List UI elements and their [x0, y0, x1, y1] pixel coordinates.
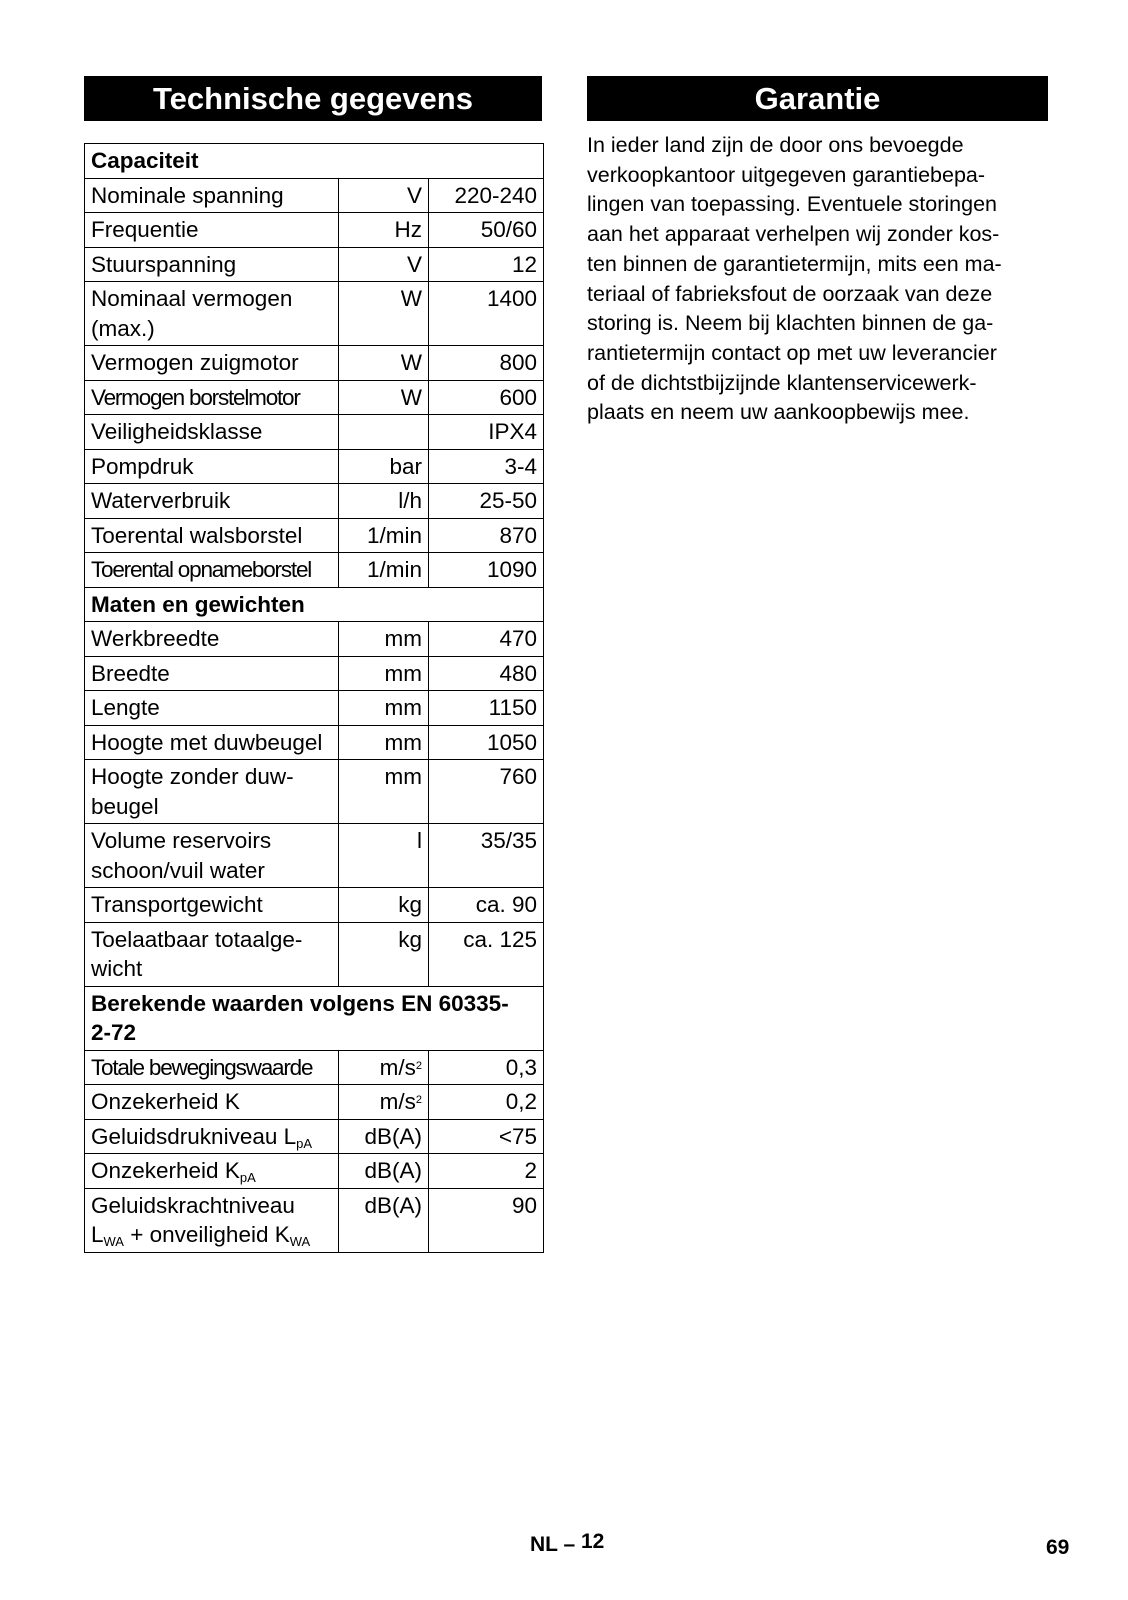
footer-dash: –	[563, 1533, 576, 1556]
row-label	[85, 922, 339, 986]
row-label	[85, 1119, 339, 1154]
row-label: Nominale spanning	[85, 178, 339, 213]
label-subscript: pA	[296, 1135, 313, 1151]
warranty-line: ten binnen de garantietermijn, mits een ma-	[587, 251, 1002, 276]
row-label: Hoogte met duwbeugel	[85, 725, 339, 760]
row-unit: W	[339, 380, 429, 415]
row-unit: mm	[339, 622, 429, 657]
row-label: Toerental walsborstel	[85, 518, 339, 553]
table-row	[85, 1085, 544, 1120]
row-value: 2	[429, 1154, 544, 1189]
table-row	[85, 247, 544, 282]
row-unit: dB(A)	[339, 1154, 429, 1189]
row-label: Onzekerheid K	[85, 1085, 339, 1120]
row-value: ca. 90	[429, 888, 544, 923]
row-unit: kg	[339, 888, 429, 923]
row-value: 3-4	[429, 449, 544, 484]
warranty-line: lingen van toepassing. Eventuele storingen	[587, 192, 997, 217]
label-subscript: WA	[289, 1234, 311, 1249]
table-row	[85, 656, 544, 691]
page-number: 69	[1046, 1536, 1070, 1559]
table-row	[85, 415, 544, 450]
row-value: 50/60	[429, 213, 544, 248]
table-row	[85, 178, 544, 213]
row-label	[85, 1188, 339, 1252]
row-label-line: Volume reservoirs	[91, 828, 272, 853]
warranty-line: rantietermijn contact op met uw leverancier	[587, 340, 997, 365]
label-line: Geluidskrachtniveau	[91, 1192, 295, 1218]
footer-section-page: 12	[581, 1530, 605, 1553]
section-title: Capaciteit	[85, 144, 544, 179]
row-unit: mm	[339, 725, 429, 760]
row-label-line: wicht	[91, 956, 143, 981]
warranty-line: plaats en neem uw aankoopbewijs mee.	[587, 400, 970, 425]
warranty-line: teriaal of fabrieksfout de oorzaak van deze	[587, 281, 993, 306]
row-label: Transportgewicht	[85, 888, 339, 923]
row-unit: dB(A)	[339, 1119, 429, 1154]
row-value: 470	[429, 622, 544, 657]
label-part: + onveiligheid K	[123, 1222, 290, 1247]
row-label: Stuurspanning	[85, 247, 339, 282]
table-row	[85, 1050, 544, 1085]
row-value: <75	[429, 1119, 544, 1154]
row-label: Vermogen zuigmotor	[85, 346, 339, 381]
footer-language: NL	[530, 1533, 558, 1556]
label-subscript: pA	[239, 1170, 256, 1185]
table-row	[85, 380, 544, 415]
table-row	[85, 725, 544, 760]
label-base: Geluidsdrukniveau L	[91, 1123, 297, 1149]
table-row	[85, 1154, 544, 1189]
row-label: Pompdruk	[85, 449, 339, 484]
row-label: Veiligheidsklasse	[85, 415, 339, 450]
row-value: 760	[429, 760, 544, 824]
table-row	[85, 824, 544, 888]
warranty-line: verkoopkantoor uitgegeven garantiebepa-	[587, 162, 986, 187]
table-row	[85, 213, 544, 248]
table-row	[85, 691, 544, 726]
row-unit	[339, 1050, 429, 1085]
row-value: 1150	[429, 691, 544, 726]
row-label: Breedte	[85, 656, 339, 691]
label-subscript: WA	[103, 1234, 124, 1249]
row-unit: Hz	[339, 213, 429, 248]
row-unit: mm	[339, 760, 429, 824]
table-section-header	[85, 144, 544, 179]
table-row	[85, 1119, 544, 1154]
row-label	[85, 1154, 339, 1189]
table-section-header	[85, 986, 544, 1050]
unit-base: m/s	[379, 1054, 416, 1080]
table-row	[85, 282, 544, 346]
table-row	[85, 553, 544, 588]
warranty-line: In ieder land zijn de door ons bevoegde	[587, 133, 964, 157]
row-value: 12	[429, 247, 544, 282]
row-value: ca. 125	[429, 922, 544, 986]
row-value: 480	[429, 656, 544, 691]
row-label-line: Hoogte zonder duw-	[91, 764, 294, 789]
table-row	[85, 449, 544, 484]
row-label-line: Nominaal vermogen	[91, 286, 293, 311]
row-value: 1090	[429, 553, 544, 588]
row-value: 870	[429, 518, 544, 553]
warranty-line: aan het apparaat verhelpen wij zonder kos-	[587, 222, 1000, 247]
warranty-line: storing is. Neem bij klachten binnen de ga-	[587, 311, 994, 336]
row-unit: bar	[339, 449, 429, 484]
table-row	[85, 888, 544, 923]
row-label-line: (max.)	[91, 315, 155, 341]
row-unit: l	[339, 824, 429, 888]
row-label: Frequentie	[85, 213, 339, 248]
row-label: Totale bewegingswaarde	[85, 1050, 339, 1085]
row-label: Werkbreedte	[85, 622, 339, 657]
warranty-text	[587, 131, 1049, 428]
table-row	[85, 484, 544, 519]
table-row	[85, 346, 544, 381]
table-row	[85, 518, 544, 553]
row-label-line: Toelaatbaar totaalge-	[91, 926, 303, 952]
row-unit: l/h	[339, 484, 429, 519]
row-value: 35/35	[429, 824, 544, 888]
row-label	[85, 282, 339, 346]
row-label-line: beugel	[91, 793, 159, 819]
row-value: 800	[429, 346, 544, 381]
row-value: 90	[429, 1188, 544, 1252]
row-label: Waterverbruik	[85, 484, 339, 519]
section-heading-garantie: Garantie	[587, 76, 1048, 121]
row-label: Toerental opnameborstel	[85, 553, 339, 588]
row-value: 0,3	[429, 1050, 544, 1085]
row-unit: kg	[339, 922, 429, 986]
row-value: IPX4	[429, 415, 544, 450]
row-value: 1050	[429, 725, 544, 760]
row-unit: W	[339, 346, 429, 381]
row-label	[85, 760, 339, 824]
row-label-line: schoon/vuil water	[91, 857, 265, 883]
row-unit: dB(A)	[339, 1188, 429, 1252]
row-value: 0,2	[429, 1085, 544, 1120]
table-row	[85, 1188, 544, 1252]
warranty-line: of de dichtstbijzijnde klantenservicewerk-	[587, 370, 977, 395]
row-unit: mm	[339, 656, 429, 691]
row-value: 600	[429, 380, 544, 415]
row-label	[85, 824, 339, 888]
label-part: L	[91, 1222, 104, 1247]
section-title-line: Berekende waarden volgens EN 60335-	[91, 990, 509, 1016]
row-label: Vermogen borstelmotor	[85, 380, 339, 415]
section-title-line: 2-72	[91, 1020, 137, 1045]
row-unit: 1/min	[339, 553, 429, 588]
footer-section-marker	[530, 1530, 605, 1557]
section-title: Maten en gewichten	[85, 587, 544, 622]
table-section-header	[85, 587, 544, 622]
table-row	[85, 760, 544, 824]
row-value: 220-240	[429, 178, 544, 213]
row-unit: V	[339, 247, 429, 282]
row-unit: 1/min	[339, 518, 429, 553]
table-row	[85, 922, 544, 986]
section-heading-technische-gegevens: Technische gegevens	[84, 76, 542, 121]
row-unit: V	[339, 178, 429, 213]
unit-base: m/s	[379, 1089, 416, 1114]
row-unit: W	[339, 282, 429, 346]
row-unit	[339, 1085, 429, 1120]
section-title	[85, 986, 544, 1050]
row-label: Lengte	[85, 691, 339, 726]
row-unit	[339, 415, 429, 450]
row-value: 1400	[429, 282, 544, 346]
unit-superscript: 2	[415, 1059, 422, 1072]
unit-superscript: 2	[415, 1094, 422, 1106]
label-base: Onzekerheid K	[91, 1158, 240, 1183]
table-row	[85, 622, 544, 657]
row-value: 25-50	[429, 484, 544, 519]
row-unit: mm	[339, 691, 429, 726]
specifications-table	[84, 143, 544, 1253]
